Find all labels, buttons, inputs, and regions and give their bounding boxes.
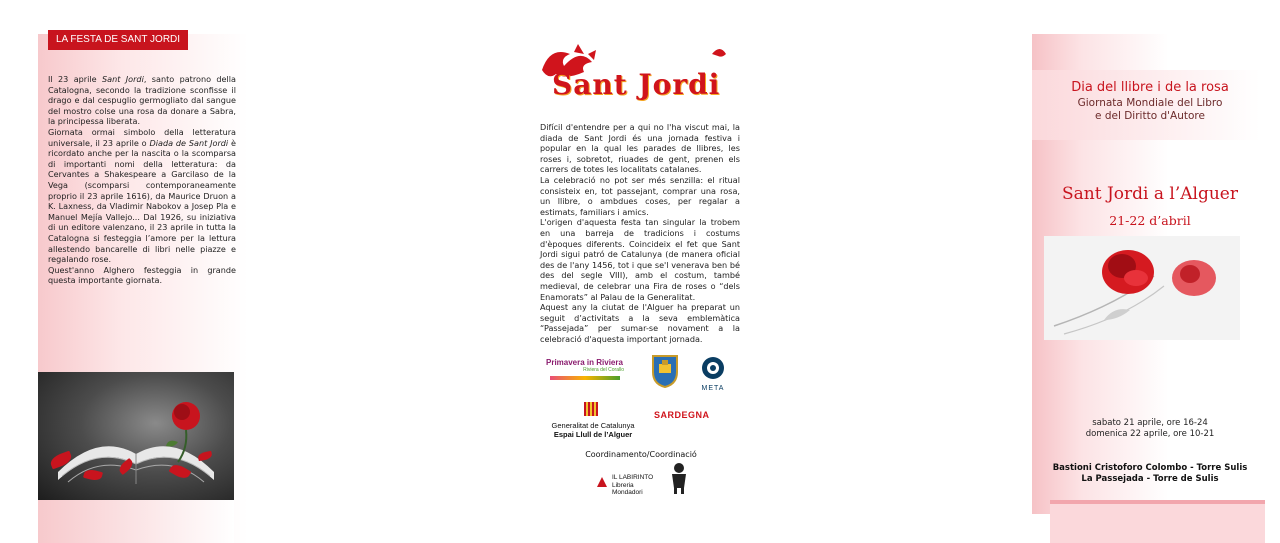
- open-book-rose-illustration: [38, 372, 234, 500]
- meta-logo: META: [696, 356, 730, 392]
- schedule-sunday: domenica 22 aprile, ore 10-21: [1085, 429, 1215, 439]
- section-badge: LA FESTA DE SANT JORDI: [48, 30, 188, 50]
- location-italian: Bastioni Cristoforo Colombo - Torre Sulis: [1052, 463, 1248, 473]
- primavera-in-riviera-logo: Primavera in Riviera Riviera del Corallo: [546, 358, 624, 386]
- body-paragraph-1: Difícil d'entendre per a qui no l'ha viscut mai, la diada de Sant Jordi és una jornada festiva i popular en la qual les parades de llibres, les roses i, sobretot, riuades de gent, prenen els carrers de totes les localitats catalanes.: [540, 122, 740, 175]
- body-paragraph-4: Aquest any la ciutat de l'Alguer ha preparat un seguit d’activitats a la seva emblemàtica “Passejada” per sumar-se novament a la celebració d'aquesta important jornada.: [540, 302, 740, 344]
- event-subtitle-italian: Giornata Mondiale del Libro e del Diritto d'Autore: [1077, 97, 1223, 122]
- book-and-rose-photo: [38, 372, 234, 500]
- intro-paragraph-1: Il 23 aprile Sant Jordi, santo patrono della Catalogna, secondo la tradizione sconfisse il drago e dal cespuglio germogliato dal sangue del mostro colse una rosa da donare a Sabra, la principessa liberata.: [48, 74, 236, 127]
- event-dates-heading: 21-22 d’abril: [1109, 213, 1191, 228]
- panel1-footer-bar: [38, 500, 234, 543]
- il-labirinto-logo: IL LABIRINTO Libreria Mondadori: [596, 470, 666, 494]
- decorative-footer-bars: [1050, 500, 1265, 543]
- italian-intro-text: [48, 74, 236, 286]
- body-paragraph-2: La celebració no pot ser més senzilla: el ritual consisteix en, tot passejant, comprar una rosa, un llibre, o ambdues coses, per regalar a estimats, familiars i amics.: [540, 174, 740, 217]
- event-title-catalan: Dia del llibre i de la rosa: [1071, 80, 1229, 95]
- coordination-label: Coordinamento/Coordinació: [585, 450, 697, 459]
- event-location: [1032, 463, 1268, 485]
- sardegna-logo: SARDEGNA: [654, 410, 710, 420]
- intro-paragraph-3: Quest'anno Alghero festeggia in grande questa importante giornata.: [48, 264, 236, 286]
- schedule-saturday: sabato 21 aprile, ore 16-24: [1092, 418, 1208, 428]
- sant-jordi-wordmark: Sant Jordi: [552, 68, 721, 101]
- event-schedule: [1032, 418, 1268, 440]
- event-main-title: Sant Jordi a l’Alguer: [1062, 184, 1238, 204]
- right-panel: [512, 0, 1248, 543]
- left-panel: [0, 0, 256, 543]
- generalitat-catalunya-logo: Generalitat de Catalunya Espai Llull de l’Alguer: [548, 402, 638, 439]
- body-paragraph-3: L'origen d'aquesta festa tan singular la trobem en una barreja de tradicions i costums d'èpoques diferents. Coincideix el fet que Sant Jordi sigui patró de Catalunya (de manera oficial des de l'any 1456, tot i que se'l venerava ben bé des del segle VIII), amb el costum, també medieval, de celebrar una Fira de roses o “dels Enamorats” al Palau de la Generalitat.: [540, 217, 740, 302]
- location-catalan: La Passejada - Torre de Sulis: [1081, 474, 1219, 484]
- middle-panel: [256, 0, 740, 543]
- intro-paragraph-2: Giornata ormai simbolo della letteratura universale, il 23 aprile o Diada de Sant Jordi è ricordato anche per la nascita o la scomparsa di importanti nomi della letteratura: da Cervantes a Shakespeare a Garcilaso de la Vega (scomparsi contemporaneamente proprio il 23 aprile 1616), da Maurice Druon a K. Laxness, da Vladimir Nabokov a Josep Pla e Manuel Mejía Vallejo... Dal 1926, su iniziativa di un editore valenzano, il 23 aprile in tutta la Catalogna si festeggia l’amore per la lettura allestendo bancarelle di libri nelle piazze e regalando rose.: [48, 126, 237, 265]
- red-rose-illustration: [1044, 236, 1240, 340]
